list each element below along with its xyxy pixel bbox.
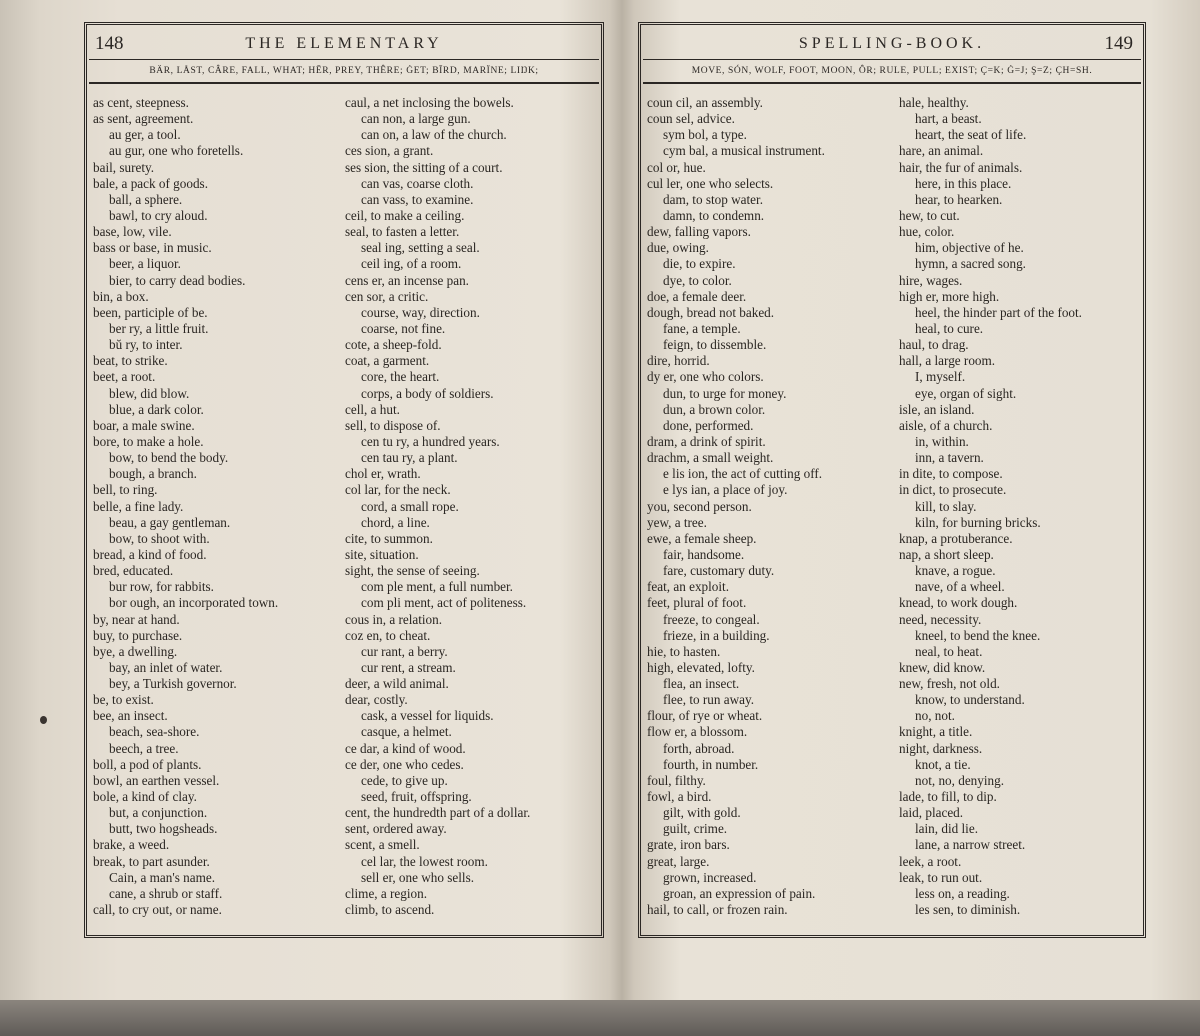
word-entry: heel, the hinder part of the foot. — [915, 304, 1082, 320]
word-entry: dye, to color. — [663, 272, 732, 288]
word-entry: frieze, in a building. — [663, 627, 770, 643]
word-entry: bow, to shoot with. — [109, 530, 210, 546]
word-entry: cen sor, a critic. — [345, 288, 429, 304]
word-entry: au ger, a tool. — [109, 127, 181, 143]
word-entry: as cent, steepness. — [93, 95, 189, 110]
word-entry: blue, a dark color. — [109, 401, 204, 417]
word-entry: knead, to work dough. — [899, 595, 1018, 611]
word-entry: cede, to give up. — [361, 772, 448, 788]
word-entry: cent, the hundredth part of a dollar. — [345, 805, 531, 821]
word-entry: flea, an insect. — [663, 676, 740, 692]
word-entry: leak, to run out. — [899, 869, 983, 885]
word-entry: bier, to carry dead bodies. — [109, 272, 246, 288]
word-entry: cell, a hut. — [345, 401, 400, 417]
word-entry: flow er, a blossom. — [647, 724, 748, 740]
left-page-title: THE ELEMENTARY — [245, 35, 443, 52]
word-entry: grown, increased. — [663, 869, 757, 885]
word-entry: com ple ment, a full number. — [361, 579, 513, 595]
word-entry: grate, iron bars. — [647, 837, 730, 853]
word-entry: bass or base, in music. — [93, 240, 212, 256]
word-entry: hale, healthy. — [899, 95, 969, 110]
word-entry: as sent, agreement. — [93, 111, 194, 127]
word-entry: bole, a kind of clay. — [93, 789, 197, 805]
word-entry: coun sel, advice. — [647, 111, 735, 127]
word-entry: brake, a weed. — [93, 837, 170, 853]
word-entry: nave, of a wheel. — [915, 579, 1005, 595]
word-entry: in, within. — [915, 433, 969, 449]
word-entry: bye, a dwelling. — [93, 643, 178, 659]
word-entry: coz en, to cheat. — [345, 627, 431, 643]
word-entry: hymn, a sacred song. — [915, 256, 1026, 272]
word-entry: feet, plural of foot. — [647, 595, 747, 611]
word-entry: bee, an insect. — [93, 708, 168, 724]
word-entry: knew, did know. — [899, 659, 986, 675]
word-entry: beau, a gay gentleman. — [109, 514, 231, 530]
word-entry: but, a conjunction. — [109, 805, 208, 821]
right-page-number: 149 — [1104, 33, 1133, 54]
word-entry: groan, an expression of pain. — [663, 885, 816, 901]
word-entry: hue, color. — [899, 224, 955, 240]
word-entry: done, performed. — [663, 417, 754, 433]
word-entry: can vas, coarse cloth. — [361, 175, 474, 191]
word-entry: bale, a pack of goods. — [93, 175, 208, 191]
word-entry: can vass, to examine. — [361, 191, 474, 207]
word-entry: ceil, to make a ceiling. — [345, 207, 465, 223]
word-entry: here, in this place. — [915, 175, 1012, 191]
word-entry: knot, a tie. — [915, 756, 971, 772]
word-entry: dam, to stop water. — [663, 191, 763, 207]
word-entry: fowl, a bird. — [647, 789, 712, 805]
word-entry: dear, costly. — [345, 692, 408, 708]
word-entry: hire, wages. — [899, 272, 963, 288]
right-page — [638, 22, 1146, 938]
word-entry: butt, two hogsheads. — [109, 821, 218, 837]
word-entry: coat, a garment. — [345, 353, 430, 369]
word-entry: seed, fruit, offspring. — [361, 789, 472, 805]
word-entry: beech, a tree. — [109, 740, 179, 756]
word-entry: scent, a smell. — [345, 837, 420, 853]
word-entry: guilt, crime. — [663, 821, 728, 837]
word-entry: bail, surety. — [93, 159, 155, 175]
word-entry: hare, an animal. — [899, 143, 984, 159]
word-entry: seal ing, setting a seal. — [361, 240, 480, 256]
word-entry: flour, of rye or wheat. — [647, 708, 763, 724]
word-entry: sight, the sense of seeing. — [345, 563, 480, 579]
right-page-header — [641, 31, 1143, 59]
word-entry: fair, handsome. — [663, 546, 745, 562]
right-column-2 — [899, 95, 1145, 918]
word-entry: bow, to bend the body. — [109, 450, 229, 466]
word-entry: great, large. — [647, 853, 710, 869]
word-entry: site, situation. — [345, 546, 419, 562]
word-entry: bough, a branch. — [109, 466, 197, 482]
word-entry: hair, the fur of animals. — [899, 159, 1023, 175]
word-entry: ewe, a female sheep. — [647, 530, 757, 546]
word-entry: haul, to drag. — [899, 337, 969, 353]
word-entry: bowl, an earthen vessel. — [93, 772, 220, 788]
table-surface — [0, 1000, 1200, 1036]
word-entry: bur row, for rabbits. — [109, 579, 214, 595]
word-entry: lade, to fill, to dip. — [899, 789, 997, 805]
word-entry: cens er, an incense pan. — [345, 272, 469, 288]
word-entry: bell, to ring. — [93, 482, 158, 498]
right-page-title: SPELLING-BOOK. — [798, 35, 986, 52]
word-entry: new, fresh, not old. — [899, 676, 1000, 692]
word-entry: neal, to heat. — [915, 643, 983, 659]
left-column-2 — [345, 95, 603, 918]
word-entry: Cain, a man's name. — [109, 869, 216, 885]
word-entry: ceil ing, of a room. — [361, 256, 462, 272]
word-entry: corps, a body of soldiers. — [361, 385, 494, 401]
word-entry: sell, to dispose of. — [345, 417, 441, 433]
word-entry: cous in, a relation. — [345, 611, 443, 627]
word-entry: lane, a narrow street. — [915, 837, 1026, 853]
word-entry: dire, horrid. — [647, 353, 710, 369]
word-entry: caul, a net inclosing the bowels. — [345, 95, 514, 110]
word-entry: dew, falling vapors. — [647, 224, 751, 240]
word-entry: forth, abroad. — [663, 740, 735, 756]
word-entry: foul, filthy. — [647, 772, 706, 788]
word-entry: doe, a female deer. — [647, 288, 747, 304]
word-entry: leek, a root. — [899, 853, 962, 869]
word-entry: coun cil, an assembly. — [647, 95, 763, 110]
word-entry: aisle, of a church. — [899, 417, 993, 433]
word-entry: in dite, to compose. — [899, 466, 1003, 482]
word-entry: gilt, with gold. — [663, 805, 741, 821]
word-entry: can on, a law of the church. — [361, 127, 507, 143]
word-entry: kill, to slay. — [915, 498, 977, 514]
word-entry: cord, a small rope. — [361, 498, 459, 514]
word-entry: yew, a tree. — [647, 514, 707, 530]
word-entry: beach, sea-shore. — [109, 724, 200, 740]
word-entry: seal, to fasten a letter. — [345, 224, 460, 240]
word-entry: cym bal, a musical instrument. — [663, 143, 825, 159]
word-entry: ber ry, a little fruit. — [109, 320, 209, 336]
word-entry: fourth, in number. — [663, 756, 759, 772]
word-entry: freeze, to congeal. — [663, 611, 760, 627]
right-column-1 — [647, 95, 895, 918]
word-entry: cen tu ry, a hundred years. — [361, 433, 500, 449]
word-entry: bey, a Turkish governor. — [109, 676, 237, 692]
word-entry: cel lar, the lowest room. — [361, 853, 488, 869]
word-entry: dy er, one who colors. — [647, 369, 764, 385]
word-entry: lain, did lie. — [915, 821, 978, 837]
word-entry: climb, to ascend. — [345, 902, 435, 918]
word-entry: laid, placed. — [899, 805, 964, 821]
word-entry: call, to cry out, or name. — [93, 902, 222, 918]
word-entry: chol er, wrath. — [345, 466, 421, 482]
word-entry: bore, to make a hole. — [93, 433, 204, 449]
left-column-1 — [93, 95, 343, 918]
word-entry: nap, a short sleep. — [899, 546, 994, 562]
word-entry: heal, to cure. — [915, 320, 984, 336]
word-entry: dough, bread not baked. — [647, 304, 775, 320]
word-entry: damn, to condemn. — [663, 207, 765, 223]
word-entry: kiln, for burning bricks. — [915, 514, 1041, 530]
word-entry: by, near at hand. — [93, 611, 180, 627]
word-entry: cur rant, a berry. — [361, 643, 448, 659]
word-entry: core, the heart. — [361, 369, 440, 385]
word-entry: high er, more high. — [899, 288, 1000, 304]
word-entry: ses sion, the sitting of a court. — [345, 159, 503, 175]
right-pronunciation-key: MOVE, SÓN, WOLF, FOOT, MOON, ÔR; RULE, PULL; EXIST; Ç=K; Ġ=J; Ş=Z; ÇH=SH. — [643, 59, 1141, 84]
word-entry: boar, a male swine. — [93, 417, 195, 433]
left-page — [84, 22, 604, 938]
word-entry: in dict, to prosecute. — [899, 482, 1007, 498]
word-entry: high, elevated, lofty. — [647, 659, 755, 675]
word-entry: au gur, one who foretells. — [109, 143, 244, 159]
word-entry: know, to understand. — [915, 692, 1025, 708]
word-entry: no, not. — [915, 708, 955, 724]
word-entry: hall, a large room. — [899, 353, 996, 369]
word-entry: heart, the seat of life. — [915, 127, 1027, 143]
ink-spot — [40, 716, 47, 724]
word-entry: ce dar, a kind of wood. — [345, 740, 466, 756]
word-entry: blew, did blow. — [109, 385, 190, 401]
word-entry: not, no, denying. — [915, 772, 1005, 788]
word-entry: deer, a wild animal. — [345, 676, 449, 692]
left-pronunciation-key: BÄR, LÅST, CÂRE, FALL, WHAT; HĒR, PREY, THÊRE; ĠET; BĪRD, MARÏNE; LIŊK; — [89, 59, 599, 84]
word-entry: inn, a tavern. — [915, 450, 984, 466]
word-entry: sym bol, a type. — [663, 127, 747, 143]
word-entry: bred, educated. — [93, 563, 174, 579]
word-entry: beet, a root. — [93, 369, 156, 385]
word-entry: break, to part asunder. — [93, 853, 210, 869]
word-entry: com pli ment, act of politeness. — [361, 595, 527, 611]
word-entry: e lys ian, a place of joy. — [663, 482, 788, 498]
word-entry: dram, a drink of spirit. — [647, 433, 766, 449]
word-entry: fare, customary duty. — [663, 563, 775, 579]
word-entry: dun, a brown color. — [663, 401, 766, 417]
word-entry: drachm, a small weight. — [647, 450, 774, 466]
word-entry: you, second person. — [647, 498, 752, 514]
word-entry: feat, an exploit. — [647, 579, 730, 595]
word-entry: sent, ordered away. — [345, 821, 447, 837]
word-entry: cane, a shrub or staff. — [109, 885, 223, 901]
word-entry: bor ough, an incorporated town. — [109, 595, 279, 611]
word-entry: ball, a sphere. — [109, 191, 183, 207]
left-page-number: 148 — [95, 33, 124, 54]
word-entry: beer, a liquor. — [109, 256, 181, 272]
word-entry: bread, a kind of food. — [93, 546, 207, 562]
word-entry: boll, a pod of plants. — [93, 756, 202, 772]
word-entry: hart, a beast. — [915, 111, 982, 127]
word-entry: sell er, one who sells. — [361, 869, 475, 885]
word-entry: cen tau ry, a plant. — [361, 450, 458, 466]
word-entry: bin, a box. — [93, 288, 149, 304]
word-entry: due, owing. — [647, 240, 709, 256]
word-entry: hail, to call, or frozen rain. — [647, 902, 788, 918]
word-entry: clime, a region. — [345, 885, 428, 901]
word-entry: hew, to cut. — [899, 207, 960, 223]
word-entry: belle, a fine lady. — [93, 498, 184, 514]
word-entry: bŭ ry, to inter. — [109, 337, 183, 353]
word-entry: col or, hue. — [647, 159, 706, 175]
word-entry: ce der, one who cedes. — [345, 756, 464, 772]
word-entry: need, necessity. — [899, 611, 982, 627]
word-entry: ces sion, a grant. — [345, 143, 434, 159]
word-entry: cur rent, a stream. — [361, 659, 456, 675]
word-entry: eye, organ of sight. — [915, 385, 1017, 401]
word-entry: base, low, vile. — [93, 224, 172, 240]
word-entry: hear, to hearken. — [915, 191, 1003, 207]
word-entry: fane, a temple. — [663, 320, 741, 336]
word-entry: buy, to purchase. — [93, 627, 183, 643]
word-entry: feign, to dissemble. — [663, 337, 767, 353]
word-entry: been, participle of be. — [93, 304, 208, 320]
word-entry: cite, to summon. — [345, 530, 433, 546]
word-entry: bawl, to cry aloud. — [109, 207, 208, 223]
word-entry: bay, an inlet of water. — [109, 659, 223, 675]
word-entry: isle, an island. — [899, 401, 975, 417]
word-entry: beat, to strike. — [93, 353, 168, 369]
word-entry: die, to expire. — [663, 256, 736, 272]
word-entry: I, myself. — [915, 369, 966, 385]
word-entry: be, to exist. — [93, 692, 154, 708]
word-entry: casque, a helmet. — [361, 724, 452, 740]
word-entry: col lar, for the neck. — [345, 482, 451, 498]
word-entry: knight, a title. — [899, 724, 973, 740]
word-entry: flee, to run away. — [663, 692, 755, 708]
word-entry: kneel, to bend the knee. — [915, 627, 1041, 643]
word-entry: dun, to urge for money. — [663, 385, 787, 401]
word-entry: can non, a large gun. — [361, 111, 471, 127]
word-entry: cote, a sheep-fold. — [345, 337, 442, 353]
word-entry: hie, to hasten. — [647, 643, 721, 659]
word-entry: course, way, direction. — [361, 304, 480, 320]
word-entry: cask, a vessel for liquids. — [361, 708, 494, 724]
word-entry: night, darkness. — [899, 740, 983, 756]
word-entry: coarse, not fine. — [361, 320, 446, 336]
word-entry: e lis ion, the act of cutting off. — [663, 466, 823, 482]
word-entry: knave, a rogue. — [915, 563, 996, 579]
word-entry: knap, a protuberance. — [899, 530, 1013, 546]
word-entry: him, objective of he. — [915, 240, 1024, 256]
left-page-header — [87, 31, 601, 59]
word-entry: les sen, to diminish. — [915, 902, 1021, 918]
word-entry: cul ler, one who selects. — [647, 175, 774, 191]
word-entry: chord, a line. — [361, 514, 430, 530]
word-entry: less on, a reading. — [915, 885, 1010, 901]
